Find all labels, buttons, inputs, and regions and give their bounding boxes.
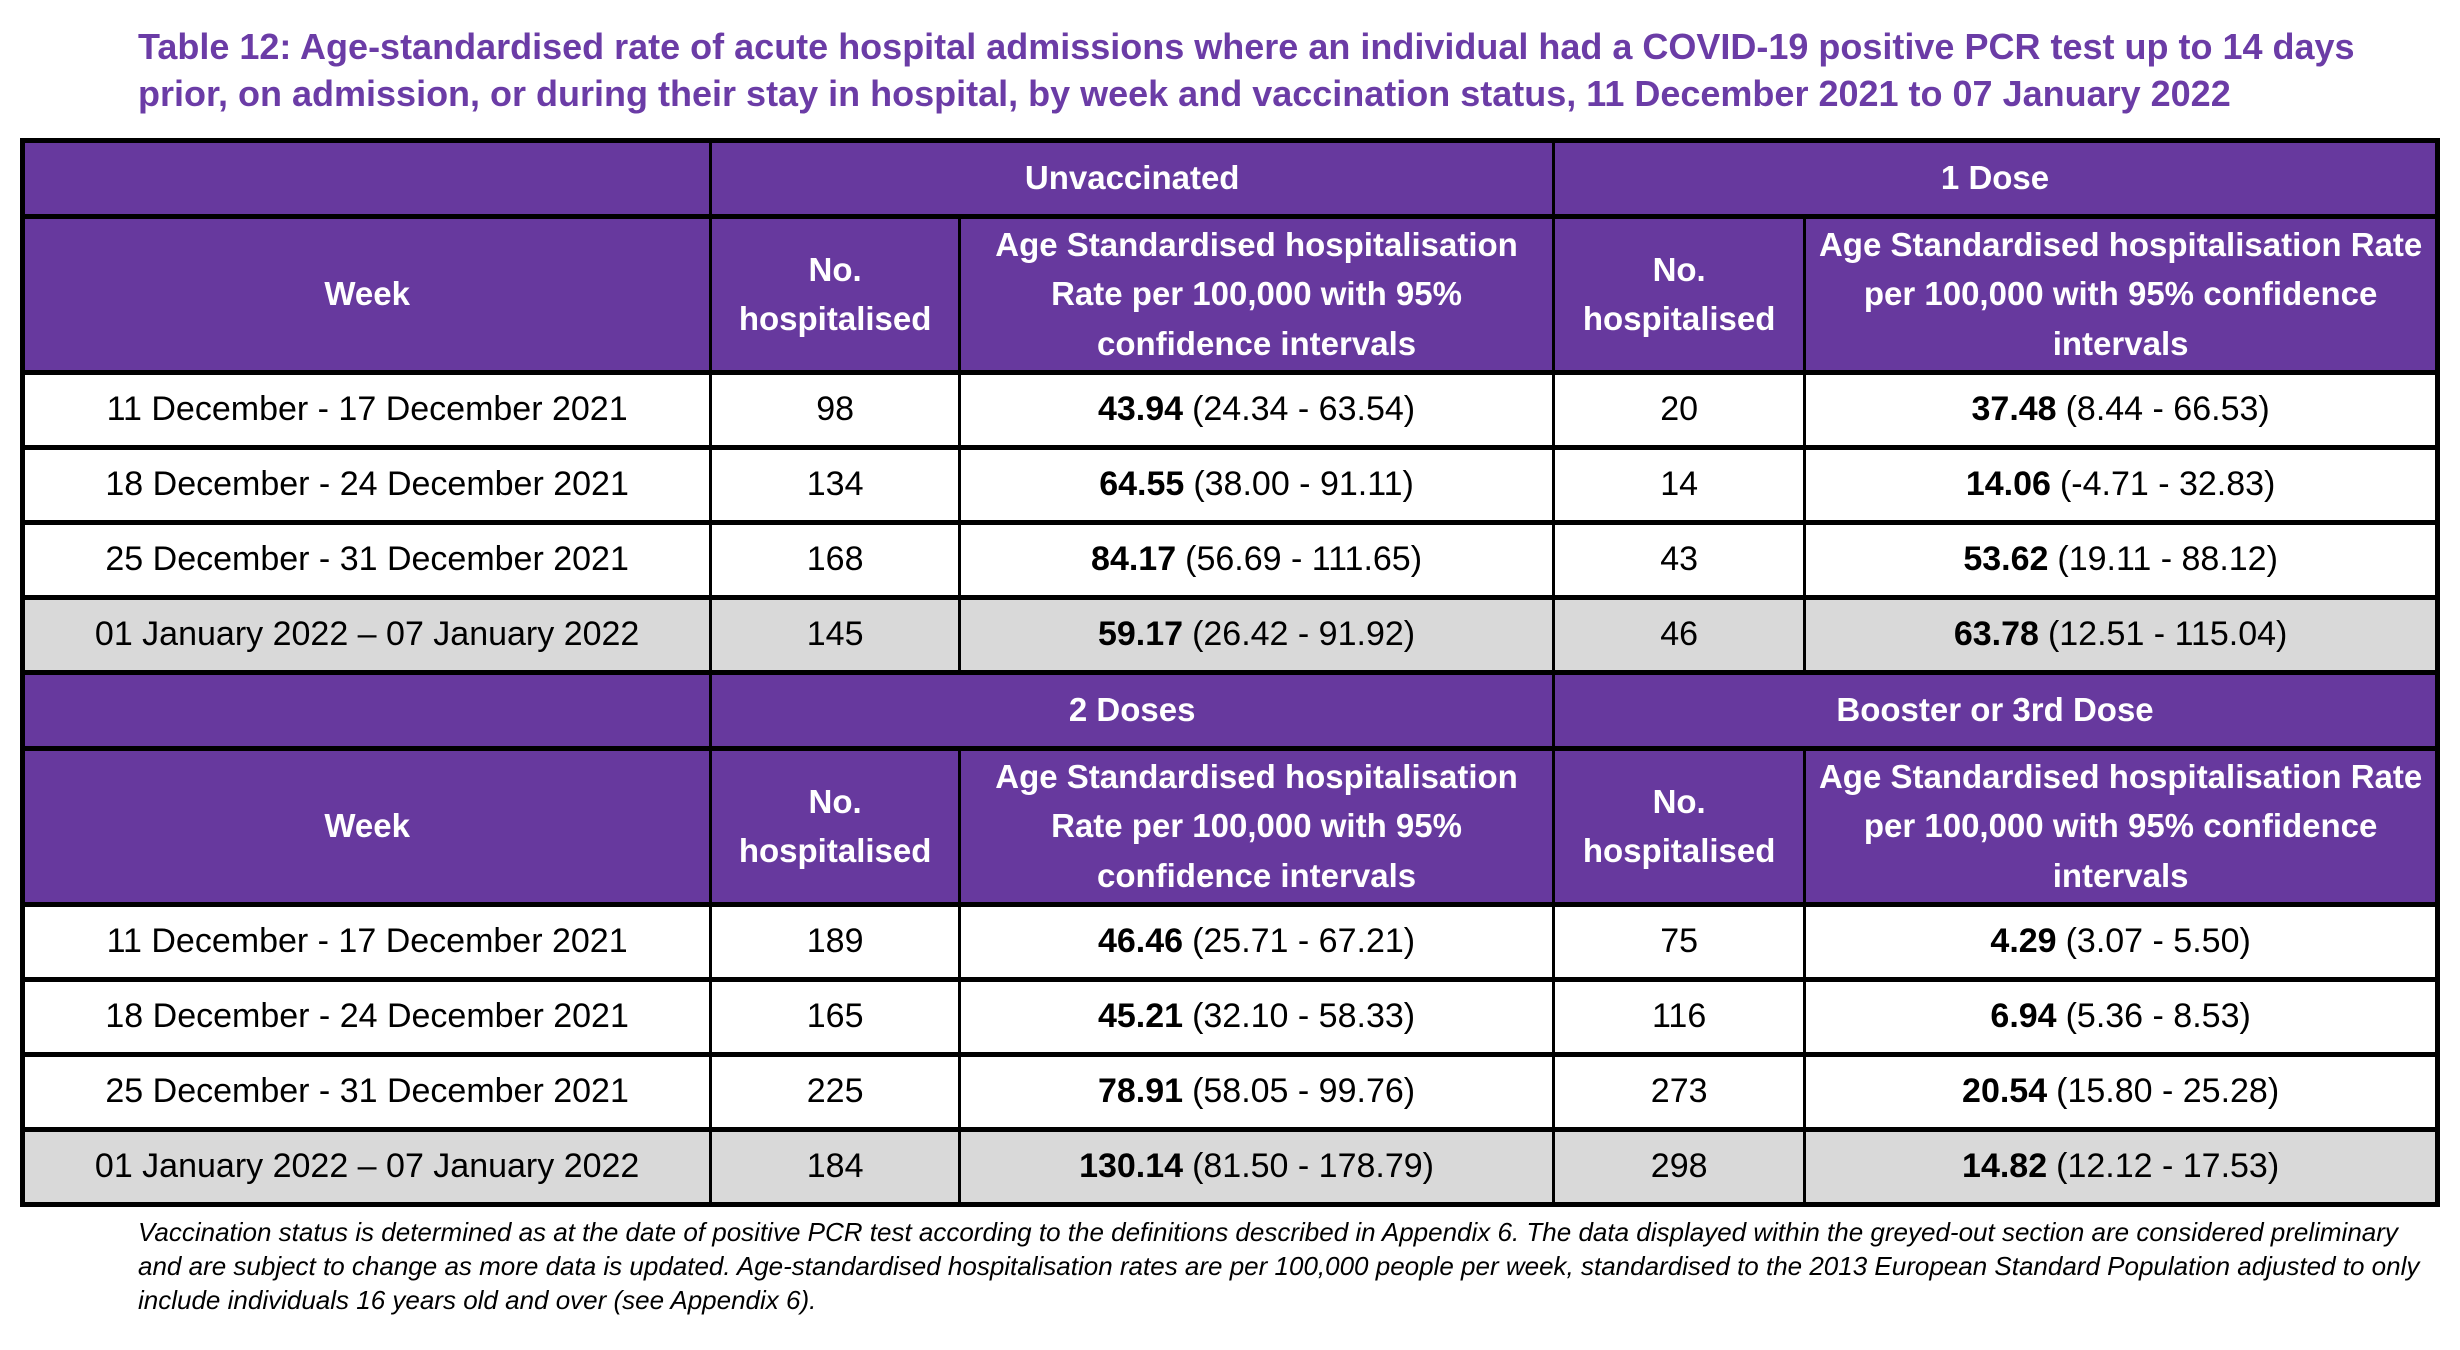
- col-header-no-hospitalised: No. hospitalised: [1554, 216, 1805, 372]
- rate-value: 84.17: [1091, 540, 1177, 579]
- rate-ci: (58.05 - 99.76): [1192, 1072, 1416, 1111]
- rate-ci: (8.44 - 66.53): [2065, 390, 2270, 429]
- admissions-table: [20, 138, 2440, 1207]
- rate-value: 130.14: [1079, 1147, 1184, 1186]
- count-cell: 134: [711, 447, 960, 522]
- week-cell: 01 January 2022 – 07 January 2022: [23, 597, 711, 672]
- rate-value: 59.17: [1097, 615, 1184, 654]
- table-row: [23, 522, 2438, 597]
- rate-cell: [960, 979, 1554, 1054]
- week-cell: 18 December - 24 December 2021: [23, 447, 711, 522]
- rate-cell: [1805, 522, 2438, 597]
- table-title: Table 12: Age-standardised rate of acute hospital admissions where an individual had a COVID-19 positive PCR test up to 14 days prior, on admission, or during their stay in hospital, by week and vaccination status, 11 December 2021 to 07 January 2022: [138, 26, 2355, 114]
- week-cell: 11 December - 17 December 2021: [23, 372, 711, 447]
- column-header-row: [23, 216, 2438, 372]
- count-cell: 14: [1554, 447, 1805, 522]
- col-header-week: Week: [23, 748, 711, 904]
- count-cell: 75: [1554, 904, 1805, 979]
- group-header-2-doses: 2 Doses: [711, 672, 1554, 748]
- week-cell: 11 December - 17 December 2021: [23, 904, 711, 979]
- group-header-row: [23, 672, 2438, 748]
- rate-ci: (5.36 - 8.53): [2065, 997, 2251, 1036]
- week-cell: 25 December - 31 December 2021: [23, 522, 711, 597]
- count-cell: 225: [711, 1054, 960, 1129]
- rate-cell: [960, 597, 1554, 672]
- col-header-no-hospitalised: No. hospitalised: [711, 748, 960, 904]
- rate-cell: [1805, 447, 2438, 522]
- col-header-no-hospitalised: No. hospitalised: [1554, 748, 1805, 904]
- rate-ci: (-4.71 - 32.83): [2059, 465, 2276, 504]
- table-row: [23, 372, 2438, 447]
- count-cell: 43: [1554, 522, 1805, 597]
- count-cell: 165: [711, 979, 960, 1054]
- count-cell: 98: [711, 372, 960, 447]
- table-row: [23, 1054, 2438, 1129]
- rate-ci: (3.07 - 5.50): [2065, 922, 2251, 961]
- rate-ci: (24.34 - 63.54): [1192, 390, 1416, 429]
- rate-ci: (25.71 - 67.21): [1192, 922, 1416, 961]
- rate-ci: (12.12 - 17.53): [2056, 1147, 2280, 1186]
- rate-value: 63.78: [1953, 615, 2039, 654]
- rate-cell: [960, 1054, 1554, 1129]
- count-cell: 145: [711, 597, 960, 672]
- column-header-row: [23, 748, 2438, 904]
- rate-value: 6.94: [1990, 997, 2057, 1036]
- col-header-rate: Age Standardised hospitalisation Rate per 100,000 with 95% confidence intervals: [960, 748, 1554, 904]
- rate-cell: [1805, 597, 2438, 672]
- count-cell: 273: [1554, 1054, 1805, 1129]
- rate-ci: (26.42 - 91.92): [1192, 615, 1416, 654]
- week-cell: 25 December - 31 December 2021: [23, 1054, 711, 1129]
- table-row: [23, 904, 2438, 979]
- col-header-week: Week: [23, 216, 711, 372]
- group-header-spacer: [23, 672, 711, 748]
- week-cell: 18 December - 24 December 2021: [23, 979, 711, 1054]
- rate-cell: [1805, 1054, 2438, 1129]
- rate-ci: (15.80 - 25.28): [2056, 1072, 2280, 1111]
- count-cell: 116: [1554, 979, 1805, 1054]
- rate-value: 14.82: [1962, 1147, 2048, 1186]
- rate-value: 43.94: [1097, 390, 1184, 429]
- rate-value: 37.48: [1971, 390, 2057, 429]
- rate-value: 45.21: [1097, 997, 1184, 1036]
- rate-value: 20.54: [1962, 1072, 2048, 1111]
- rate-value: 78.91: [1097, 1072, 1184, 1111]
- count-cell: 298: [1554, 1129, 1805, 1204]
- group-header-spacer: [23, 140, 711, 216]
- rate-cell: [1805, 372, 2438, 447]
- rate-value: 64.55: [1099, 465, 1185, 504]
- rate-ci: (12.51 - 115.04): [2047, 615, 2288, 654]
- rate-cell: [960, 1129, 1554, 1204]
- col-header-rate: Age Standardised hospitalisation Rate per 100,000 with 95% confidence intervals: [1805, 216, 2438, 372]
- col-header-no-hospitalised: No. hospitalised: [711, 216, 960, 372]
- rate-ci: (19.11 - 88.12): [2057, 540, 2278, 579]
- group-header-1-dose: 1 Dose: [1554, 140, 2438, 216]
- table-row-preliminary: [23, 597, 2438, 672]
- footnote: Vaccination status is determined as at the date of positive PCR test according to the definitions described in Appendix 6. The data displayed within the greyed-out section are considered preliminary and are subject to change as more data is updated. Age-standardised hospitalisation rates are per 100,000 people per week, standardised to the 2013 European Standard Population adjusted to only include individuals 16 years old and over (see Appendix 6).: [138, 1216, 2420, 1316]
- rate-cell: [960, 372, 1554, 447]
- rate-cell: [960, 904, 1554, 979]
- count-cell: 20: [1554, 372, 1805, 447]
- group-header-row: [23, 140, 2438, 216]
- rate-ci: (81.50 - 178.79): [1192, 1147, 1434, 1186]
- col-header-rate: Age Standardised hospitalisation Rate per 100,000 with 95% confidence intervals: [960, 216, 1554, 372]
- rate-cell: [1805, 979, 2438, 1054]
- rate-value: 4.29: [1990, 922, 2057, 961]
- count-cell: 184: [711, 1129, 960, 1204]
- rate-cell: [960, 447, 1554, 522]
- rate-value: 53.62: [1963, 540, 2049, 579]
- rate-ci: (38.00 - 91.11): [1193, 465, 1414, 504]
- rate-ci: (32.10 - 58.33): [1192, 997, 1416, 1036]
- table-row: [23, 447, 2438, 522]
- rate-ci: (56.69 - 111.65): [1185, 540, 1423, 579]
- rate-cell: [960, 522, 1554, 597]
- rate-cell: [1805, 1129, 2438, 1204]
- week-cell: 01 January 2022 – 07 January 2022: [23, 1129, 711, 1204]
- group-header-unvaccinated: Unvaccinated: [711, 140, 1554, 216]
- count-cell: 168: [711, 522, 960, 597]
- rate-value: 46.46: [1097, 922, 1184, 961]
- rate-value: 14.06: [1965, 465, 2051, 504]
- table-row: [23, 979, 2438, 1054]
- group-header-booster: Booster or 3rd Dose: [1554, 672, 2438, 748]
- rate-cell: [1805, 904, 2438, 979]
- count-cell: 189: [711, 904, 960, 979]
- col-header-rate: Age Standardised hospitalisation Rate per 100,000 with 95% confidence intervals: [1805, 748, 2438, 904]
- table-row-preliminary: [23, 1129, 2438, 1204]
- count-cell: 46: [1554, 597, 1805, 672]
